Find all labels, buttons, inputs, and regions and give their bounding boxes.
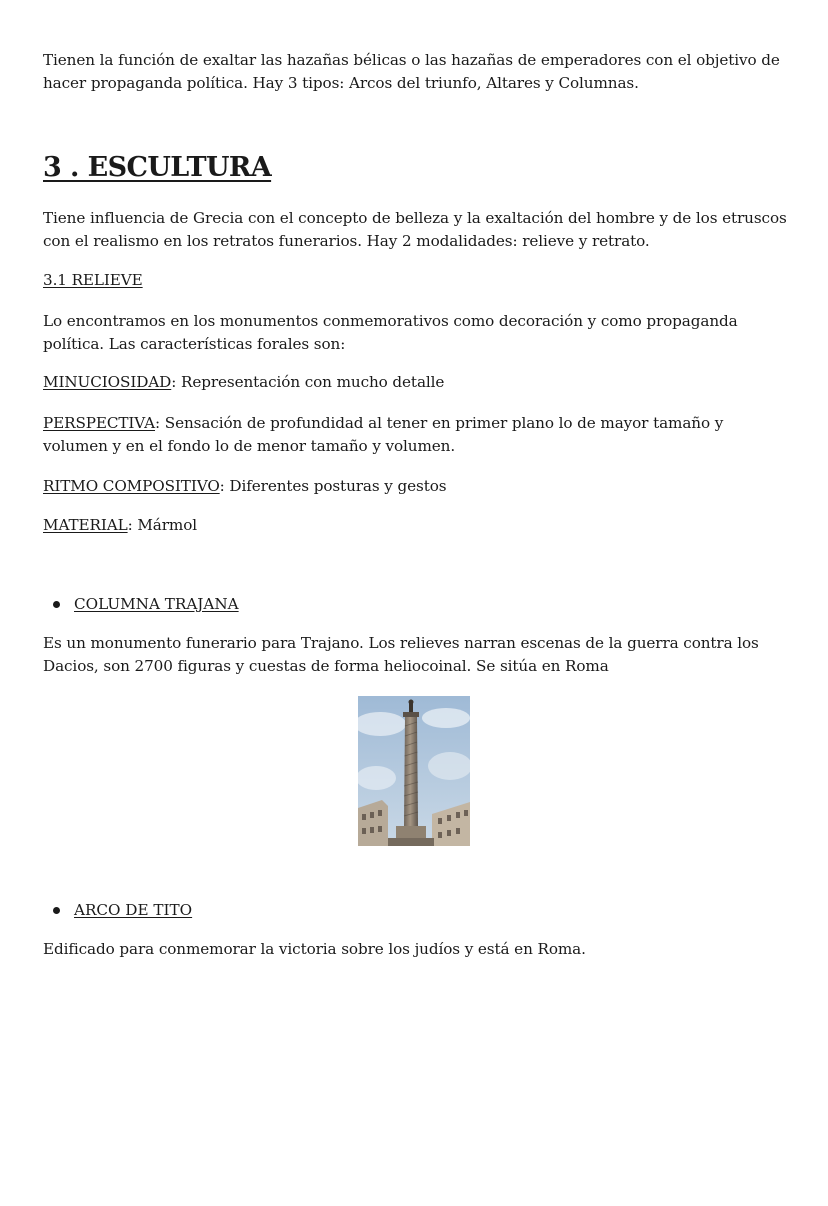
feature-term: PERSPECTIVA <box>43 414 156 432</box>
subsection-intro-paragraph: Lo encontramos en los monumentos conmemorativos como decoración y como propaganda política. Las características forales son: <box>43 312 738 353</box>
feature-term: MINUCIOSIDAD <box>43 373 172 391</box>
feature-term: RITMO COMPOSITIVO <box>43 477 220 495</box>
feature-desc: : Diferentes posturas y gestos <box>219 477 447 495</box>
monument-description: Es un monumento funerario para Trajano. Los relieves narran escenas de la guerra contra los Dacios, son 2700 figuras y cuestas de forma heliocoinal. Se sitúa en Roma <box>43 634 759 675</box>
feature-item <box>43 514 788 537</box>
feature-term: MATERIAL <box>43 516 128 534</box>
feature-item <box>43 475 788 498</box>
feature-desc: : Mármol <box>127 516 198 534</box>
feature-desc: : Sensación de profundidad al tener en primer plano lo de mayor tamaño y volumen y en el fondo lo de menor tamaño y volumen. <box>43 414 724 455</box>
list-item <box>53 593 239 616</box>
feature-item <box>43 371 788 394</box>
monument-title: ARCO DE TITO <box>74 901 193 919</box>
feature-desc: : Representación con mucho detalle <box>171 373 445 391</box>
bullet-icon <box>53 601 60 608</box>
subsection-title: 3.1 RELIEVE <box>43 271 143 289</box>
intro-paragraph: Tienen la función de exaltar las hazañas bélicas o las hazañas de emperadores con el objetivo de hacer propaganda política. Hay 3 tipos: Arcos del triunfo, Altares y Columnas. <box>43 51 780 92</box>
section-heading: 3 . ESCULTURA <box>43 152 272 183</box>
bullet-icon <box>53 907 60 914</box>
list-item <box>53 899 192 922</box>
monument-title: COLUMNA TRAJANA <box>74 595 239 613</box>
section-intro-paragraph: Tiene influencia de Grecia con el concepto de belleza y la exaltación del hombre y de los etruscos con el realismo en los retratos funerarios. Hay 2 modalidades: relieve y retrato. <box>43 209 787 250</box>
monument-description: Edificado para conmemorar la victoria sobre los judíos y está en Roma. <box>43 940 586 958</box>
feature-item <box>43 412 788 458</box>
column-photo <box>358 696 470 846</box>
